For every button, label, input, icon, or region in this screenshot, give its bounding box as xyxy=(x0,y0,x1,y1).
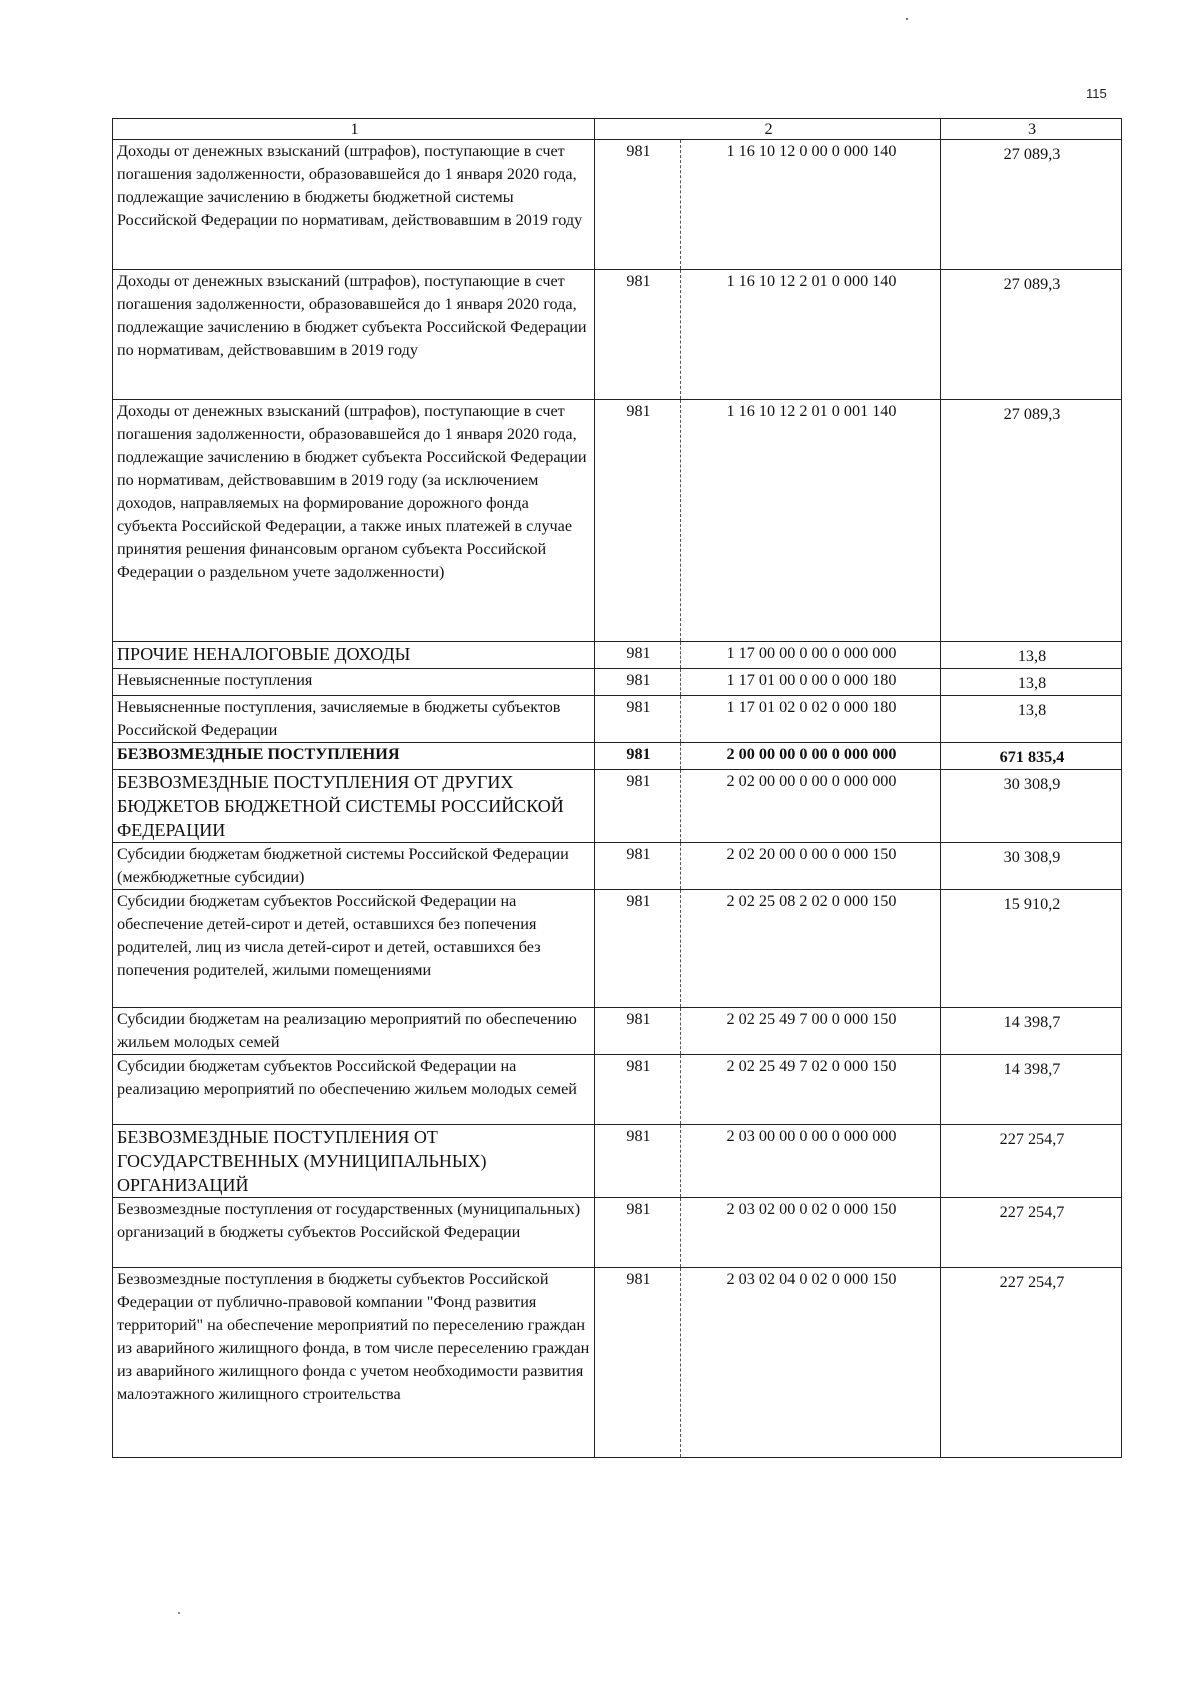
header-col-1: 1 xyxy=(113,119,595,140)
table-row xyxy=(113,642,1122,669)
row-amount: 13,8 xyxy=(941,642,1122,669)
table-row xyxy=(113,140,1122,270)
row-classification-code: 1 16 10 12 2 01 0 001 140 xyxy=(681,400,941,642)
row-classification-code: 2 02 00 00 0 00 0 000 000 xyxy=(681,770,941,843)
row-admin-code: 981 xyxy=(595,400,681,642)
row-admin-code: 981 xyxy=(595,669,681,696)
row-name: БЕЗВОЗМЕЗДНЫЕ ПОСТУПЛЕНИЯ ОТ ДРУГИХ БЮДЖЕТОВ БЮДЖЕТНОЙ СИСТЕМЫ РОССИЙСКОЙ ФЕДЕРАЦИИ xyxy=(113,770,595,843)
row-amount: 14 398,7 xyxy=(941,1008,1122,1055)
row-amount: 30 308,9 xyxy=(941,843,1122,890)
row-classification-code: 2 03 02 00 0 02 0 000 150 xyxy=(681,1198,941,1268)
row-name: Субсидии бюджетам на реализацию мероприятий по обеспечению жильем молодых семей xyxy=(113,1008,595,1055)
table-row xyxy=(113,770,1122,843)
row-name: Доходы от денежных взысканий (штрафов), поступающие в счет погашения задолженности, образовавшейся до 1 января 2020 года, подлежащие зачислению в бюджет субъекта Российской Федерации по нормативам, действовавшим в 2019 году xyxy=(113,270,595,400)
row-admin-code: 981 xyxy=(595,1055,681,1125)
page-number: 115 xyxy=(1086,86,1107,101)
row-amount: 27 089,3 xyxy=(941,140,1122,270)
table-row xyxy=(113,669,1122,696)
row-classification-code: 1 16 10 12 2 01 0 000 140 xyxy=(681,270,941,400)
row-name: Безвозмездные поступления от государственных (муниципальных) организаций в бюджеты субъектов Российской Федерации xyxy=(113,1198,595,1268)
row-classification-code: 2 03 00 00 0 00 0 000 000 xyxy=(681,1125,941,1198)
row-admin-code: 981 xyxy=(595,890,681,1008)
header-col-2: 2 xyxy=(595,119,941,140)
row-admin-code: 981 xyxy=(595,1268,681,1458)
row-admin-code: 981 xyxy=(595,270,681,400)
scan-speck xyxy=(906,18,908,20)
row-amount: 30 308,9 xyxy=(941,770,1122,843)
row-admin-code: 981 xyxy=(595,642,681,669)
row-classification-code: 1 16 10 12 0 00 0 000 140 xyxy=(681,140,941,270)
table-row xyxy=(113,890,1122,1008)
row-name: Безвозмездные поступления в бюджеты субъектов Российской Федерации от публично-правовой компании "Фонд развития территорий" на обеспечение мероприятий по переселению граждан из аварийного жилищного фонда, в том числе переселению граждан из аварийного жилищного фонда с учетом необходимости развития малоэтажного жилищного строительства xyxy=(113,1268,595,1458)
budget-revenue-table xyxy=(112,118,1122,1458)
table-row xyxy=(113,743,1122,770)
row-amount: 671 835,4 xyxy=(941,743,1122,770)
table-row xyxy=(113,1055,1122,1125)
row-name: Доходы от денежных взысканий (штрафов), поступающие в счет погашения задолженности, образовавшейся до 1 января 2020 года, подлежащие зачислению в бюджеты бюджетной системы Российской Федерации по нормативам, действовавшим в 2019 году xyxy=(113,140,595,270)
row-name: Субсидии бюджетам субъектов Российской Федерации на обеспечение детей-сирот и детей, оставшихся без попечения родителей, лиц из числа детей-сирот и детей, оставшихся без попечения родителей, жилыми помещениями xyxy=(113,890,595,1008)
table-row xyxy=(113,843,1122,890)
row-admin-code: 981 xyxy=(595,696,681,743)
row-name: БЕЗВОЗМЕЗДНЫЕ ПОСТУПЛЕНИЯ ОТ ГОСУДАРСТВЕННЫХ (МУНИЦИПАЛЬНЫХ) ОРГАНИЗАЦИЙ xyxy=(113,1125,595,1198)
row-classification-code: 2 00 00 00 0 00 0 000 000 xyxy=(681,743,941,770)
row-classification-code: 1 17 01 00 0 00 0 000 180 xyxy=(681,669,941,696)
row-admin-code: 981 xyxy=(595,140,681,270)
row-name: Невыясненные поступления, зачисляемые в бюджеты субъектов Российской Федерации xyxy=(113,696,595,743)
row-name: БЕЗВОЗМЕЗДНЫЕ ПОСТУПЛЕНИЯ xyxy=(113,743,595,770)
row-admin-code: 981 xyxy=(595,1125,681,1198)
row-name: Субсидии бюджетам бюджетной системы Российской Федерации (межбюджетные субсидии) xyxy=(113,843,595,890)
row-amount: 14 398,7 xyxy=(941,1055,1122,1125)
scan-speck xyxy=(178,1612,180,1614)
row-admin-code: 981 xyxy=(595,770,681,843)
table-row xyxy=(113,1268,1122,1458)
row-classification-code: 2 03 02 04 0 02 0 000 150 xyxy=(681,1268,941,1458)
row-amount: 13,8 xyxy=(941,669,1122,696)
row-name: Субсидии бюджетам субъектов Российской Федерации на реализацию мероприятий по обеспечению жильем молодых семей xyxy=(113,1055,595,1125)
row-admin-code: 981 xyxy=(595,843,681,890)
row-classification-code: 1 17 00 00 0 00 0 000 000 xyxy=(681,642,941,669)
row-amount: 15 910,2 xyxy=(941,890,1122,1008)
row-classification-code: 1 17 01 02 0 02 0 000 180 xyxy=(681,696,941,743)
row-classification-code: 2 02 25 08 2 02 0 000 150 xyxy=(681,890,941,1008)
row-amount: 13,8 xyxy=(941,696,1122,743)
table-row xyxy=(113,400,1122,642)
row-name: Доходы от денежных взысканий (штрафов), поступающие в счет погашения задолженности, образовавшейся до 1 января 2020 года, подлежащие зачислению в бюджет субъекта Российской Федерации по нормативам, действовавшим в 2019 году (за исключением доходов, направляемых на формирование дорожного фонда субъекта Российской Федерации, а также иных платежей в случае принятия решения финансовым органом субъекта Российской Федерации о раздельном учете задолженности) xyxy=(113,400,595,642)
table-header-row xyxy=(113,119,1122,140)
row-amount: 27 089,3 xyxy=(941,270,1122,400)
header-col-3: 3 xyxy=(941,119,1122,140)
row-classification-code: 2 02 25 49 7 02 0 000 150 xyxy=(681,1055,941,1125)
row-name: ПРОЧИЕ НЕНАЛОГОВЫЕ ДОХОДЫ xyxy=(113,642,595,669)
row-amount: 27 089,3 xyxy=(941,400,1122,642)
row-classification-code: 2 02 25 49 7 00 0 000 150 xyxy=(681,1008,941,1055)
table-row xyxy=(113,1008,1122,1055)
table-row xyxy=(113,1198,1122,1268)
row-admin-code: 981 xyxy=(595,743,681,770)
row-admin-code: 981 xyxy=(595,1008,681,1055)
row-amount: 227 254,7 xyxy=(941,1198,1122,1268)
row-classification-code: 2 02 20 00 0 00 0 000 150 xyxy=(681,843,941,890)
row-amount: 227 254,7 xyxy=(941,1125,1122,1198)
table-row xyxy=(113,270,1122,400)
row-name: Невыясненные поступления xyxy=(113,669,595,696)
table-row xyxy=(113,696,1122,743)
row-admin-code: 981 xyxy=(595,1198,681,1268)
row-amount: 227 254,7 xyxy=(941,1268,1122,1458)
table-row xyxy=(113,1125,1122,1198)
